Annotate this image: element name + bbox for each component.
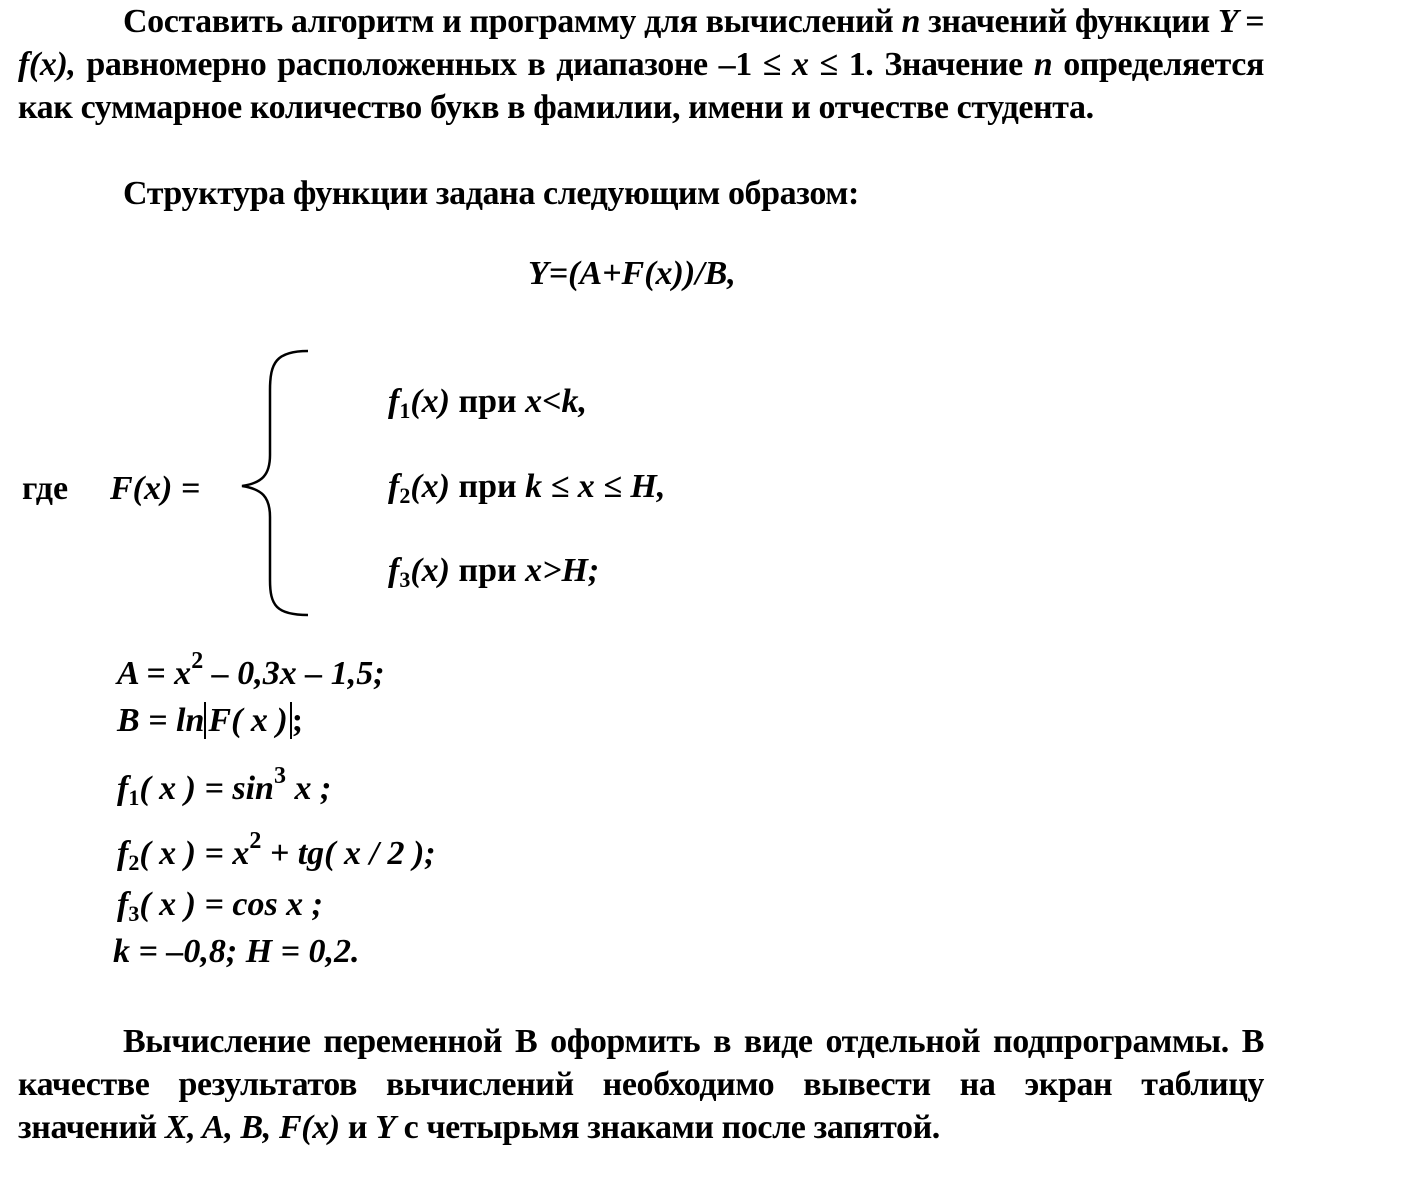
def-A: $A = x^2 - 0,3x - 1,5$; [117, 648, 385, 692]
n-variable: n [901, 3, 920, 40]
intro-text-2: значений функции [919, 3, 1218, 40]
def-f1: $f_1$( x ) = $\sin^3 x$ ; [117, 763, 332, 810]
where-label: где [22, 470, 69, 507]
def-f2: $f_2$( x ) = $x^2 + tg$( x / 2 ); [117, 828, 436, 875]
outro-paragraph: Вычисление переменной В оформить в виде отдельной подпрограммы. В качестве результатов вычислений необходимо вывести на экран таблицу значений X, A, B, F(x) и Y с четырьмя знаками после запятой. [18, 1023, 1264, 1146]
function-notation: Y = f(x), [18, 3, 1265, 83]
piecewise-case-2: $f_2(x)$ при k ≤ x ≤ H, [388, 468, 666, 508]
x-variable: x [791, 46, 809, 83]
structure-paragraph [18, 172, 1264, 215]
curly-brace [236, 345, 316, 620]
def-f3: $f_3$( x ) = cos x ; [117, 886, 323, 926]
piecewise-case-1: $f_1(x)$ при x<k, [388, 383, 587, 423]
main-formula: Y=(A+F(x))/B, [528, 255, 736, 292]
intro-paragraph [18, 0, 1264, 129]
structure-text: Структура функции задана следующим образом: [123, 175, 859, 212]
intro-text-4: ≤ 1. Значение [808, 46, 1034, 83]
intro-text-5: определяется как суммарное количество букв в фамилии, имени и отчестве студента. [18, 46, 1264, 126]
piecewise-lhs: F(x) = [110, 470, 201, 507]
n-variable-2: n [1033, 46, 1053, 83]
def-kH: k = –0,8; H = 0,2. [113, 933, 360, 970]
intro-text-1: Составить алгоритм и программу для вычислений [123, 3, 902, 40]
def-B: B = ln F( x ) ; [117, 702, 304, 739]
intro-text-3: равномерно расположенных в диапазоне –1 ≤ [75, 46, 792, 83]
piecewise-case-3: $f_3(x)$ при x>H; [388, 552, 600, 592]
